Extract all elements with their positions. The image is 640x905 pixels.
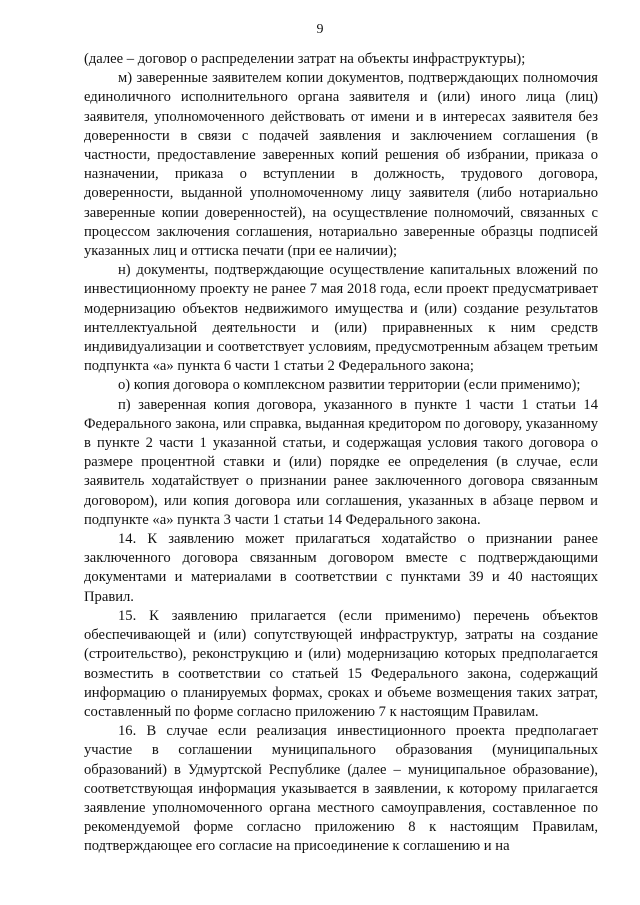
paragraph-item-m: м) заверенные заявителем копии документов, подтверждающих полномочия единоличного исполнительного органа заявителя и (или) иного лица (лиц) заявителя, уполномоченного действовать от имени и в интересах заявителя без доверенности в связи с подачей заявления и заключением соглашения (в частности, предоставление заверенных копий решения об избрании, приказа о назначении, приказа о вступлении в должность, трудового договора, доверенности, выданной уполномоченному лицу заявителя (либо нотариально заверенные копии доверенностей), на осуществление полномочий, связанных с процессом заключения соглашения, нотариально заверенные образцы подписей указанных лиц и оттиска печати (при ее наличии); — [84, 70, 598, 260]
paragraph-item-p: п) заверенная копия договора, указанного в пункте 1 части 1 статьи 14 Федерального закона, или справка, выданная кредитором по договору, указанному в пункте 2 части 1 указанной статьи, и содержащая условия такого договора о размере процентной ставки и (или) порядке ее определения (в случае, если заявитель ходатайствует о признании ранее заключенного договора связанным договором), или копия договора или соглашения, указанных в абзаце первом и подпункте «а» пункта 3 части 1 статьи 14 Федерального закона. — [84, 396, 598, 528]
paragraph-item-n: н) документы, подтверждающие осуществление капитальных вложений по инвестиционному проекту не ранее 7 мая 2018 года, если проект предусматривает модернизацию объектов недвижимого имущества и (или) создание результатов интеллектуальной деятельности и (или) приравненных к ним средств индивидуализации и соответствует условиям, предусмотренным абзацем третьим подпункта «а» пункта 6 части 1 статьи 2 Федерального закона; — [84, 262, 598, 375]
paragraph-continuation: (далее – договор о распределении затрат на объекты инфраструктуры); — [84, 51, 526, 67]
paragraph-item-o: о) копия договора о комплексном развитии территории (если применимо); — [118, 377, 581, 394]
page-number: 9 — [316, 22, 324, 37]
document-body — [84, 50, 598, 857]
paragraph-clause-16: 16. В случае если реализация инвестиционного проекта предполагает участие в соглашении муниципального образования (муниципальных образований) в Удмуртской Республике (далее – муниципальное образование), соответствующая информация указывается в заявлении, к которому прилагается заявление уполномоченного органа местного самоуправления, составленное по рекомендуемой форме согласно приложению 8 к настоящим Правилам, подтверждающее его согласие на присоединение к соглашению и на — [84, 723, 598, 855]
paragraph-clause-15: 15. К заявлению прилагается (если применимо) перечень объектов обеспечивающей и (или) сопутствующей инфраструктур, затраты на создание (строительство), реконструкцию и (или) модернизацию которых предполагается возместить в соответствии со статьей 15 Федерального закона, содержащий информацию о планируемых формах, сроках и объеме возмещения таких затрат, составленный по форме согласно приложению 7 к настоящим Правилам. — [84, 607, 598, 720]
paragraph-clause-14: 14. К заявлению может прилагаться ходатайство о признании ранее заключенного договора связанным договором вместе с подтверждающими документами и материалами в соответствии с пунктами 39 и 40 настоящих Правил. — [84, 531, 598, 605]
